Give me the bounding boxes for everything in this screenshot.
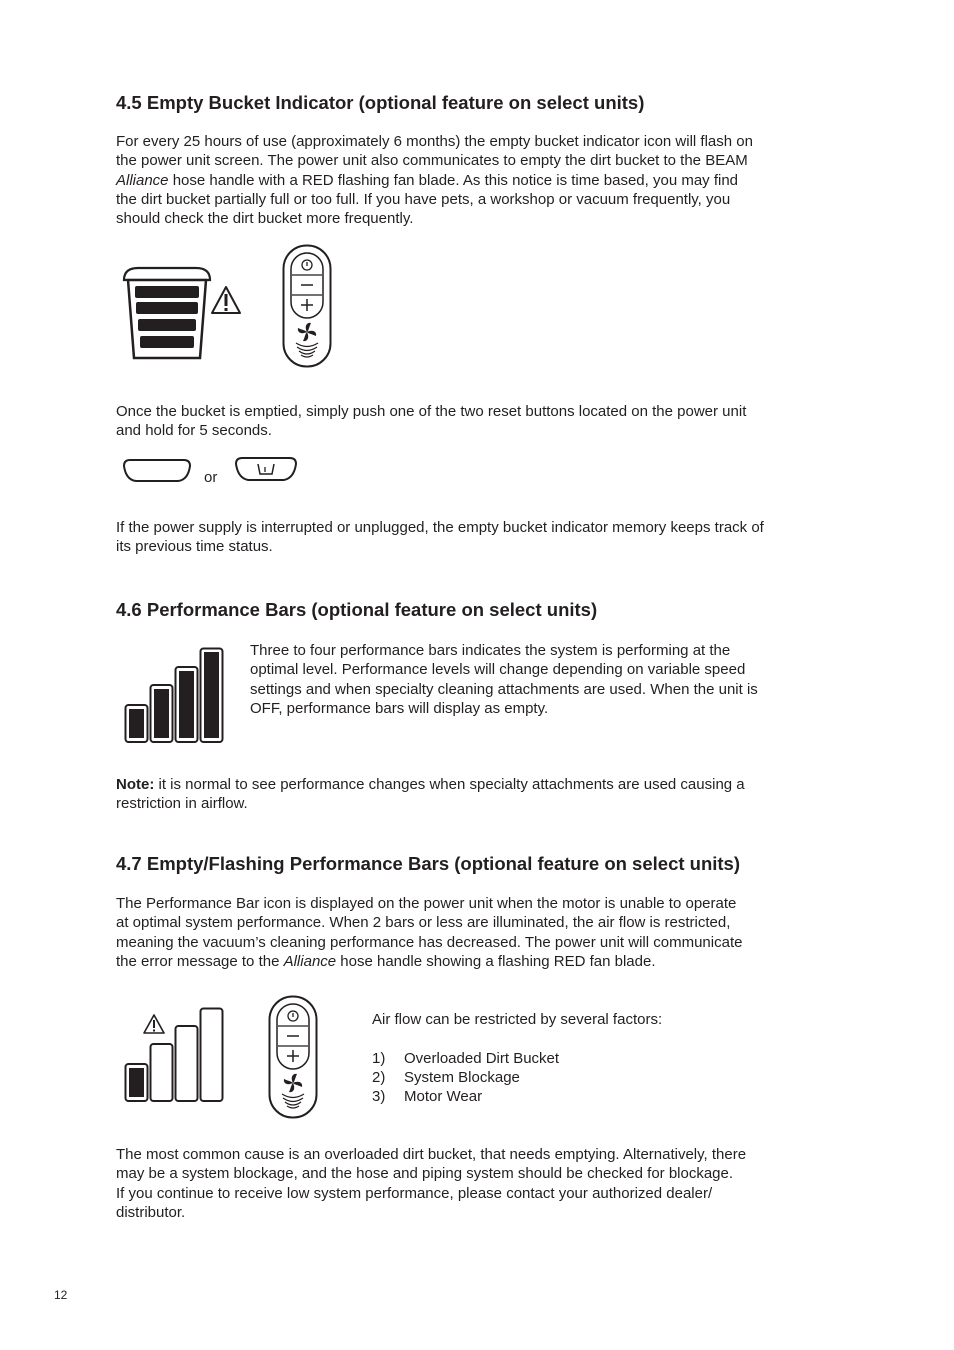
control-panel-icon (268, 995, 318, 1120)
performance-bars-paragraph: Three to four performance bars indicates the system is performing at the optimal level. Performance levels will change depending on variable speed settings and when specialty cleaning attachments are used. When the unit is OFF, performance bars will display as empty. (250, 642, 758, 717)
factors-intro: Air flow can be restricted by several factors: (372, 1011, 663, 1028)
full-bucket-icon (120, 266, 215, 361)
reset-button-blank-icon[interactable] (122, 458, 192, 484)
section-heading-4-6: 4.6 Performance Bars (optional feature on select units) (116, 599, 598, 620)
performance-bars-low-icon (124, 1007, 228, 1104)
or-label: or (204, 469, 218, 486)
section-heading-4-5: 4.5 Empty Bucket Indicator (optional feature on select units) (116, 92, 645, 113)
brand-name-alliance: Alliance (283, 952, 337, 970)
list-item: 1) Overloaded Dirt Bucket (372, 1049, 560, 1067)
reset-instruction-paragraph: Once the bucket is emptied, simply push one of the two reset buttons located on the power unit and hold for 5 seconds. (116, 403, 747, 440)
note-paragraph: Note: it is normal to see performance changes when specialty attachments are used causing a restriction in airflow. (116, 776, 745, 813)
empty-bucket-paragraph: For every 25 hours of use (approximately 6 months) the empty bucket indicator icon will flash on the power unit screen. The power unit also communicates to empty the dirt bucket to the BEAM Alliance hose handle with a RED flashing fan blade. As this notice is time based, you may find the dirt bucket partially full or too full. If you have pets, a workshop or vacuum frequently, you should check the dirt bucket more frequently. (116, 133, 753, 228)
factors-block (372, 1010, 662, 1106)
list-item: 3) Motor Wear (372, 1088, 483, 1106)
power-interruption-paragraph: If the power supply is interrupted or unplugged, the empty bucket indicator memory keeps track of its previous time status. (116, 519, 764, 556)
warning-triangle-icon (210, 285, 242, 315)
page-number: 12 (54, 1288, 68, 1302)
section-heading-4-7: 4.7 Empty/Flashing Performance Bars (optional feature on select units) (116, 853, 741, 874)
control-panel-icon (282, 244, 332, 369)
reset-button-bucket-icon[interactable] (234, 456, 298, 484)
note-label: Note: (116, 776, 155, 793)
common-cause-paragraph: The most common cause is an overloaded dirt bucket, that needs emptying. Alternatively, there may be a system blockage, and the hose and piping system should be checked for blockage. If you continue to receive low system performance, please contact your authorized dealer/ distributor. (116, 1146, 747, 1221)
performance-bars-full-icon (124, 647, 228, 745)
list-item: 2) System Blockage (372, 1068, 520, 1086)
flashing-bars-paragraph: The Performance Bar icon is displayed on the power unit when the motor is unable to operate at optimal system performance. When 2 bars or less are illuminated, the air flow is restricted, meaning the vacuum’s cleaning performance has decreased. The power unit will communicate the error message to the Alliance hose handle showing a flashing RED fan blade. (116, 895, 743, 970)
brand-name-alliance: Alliance (116, 171, 169, 189)
